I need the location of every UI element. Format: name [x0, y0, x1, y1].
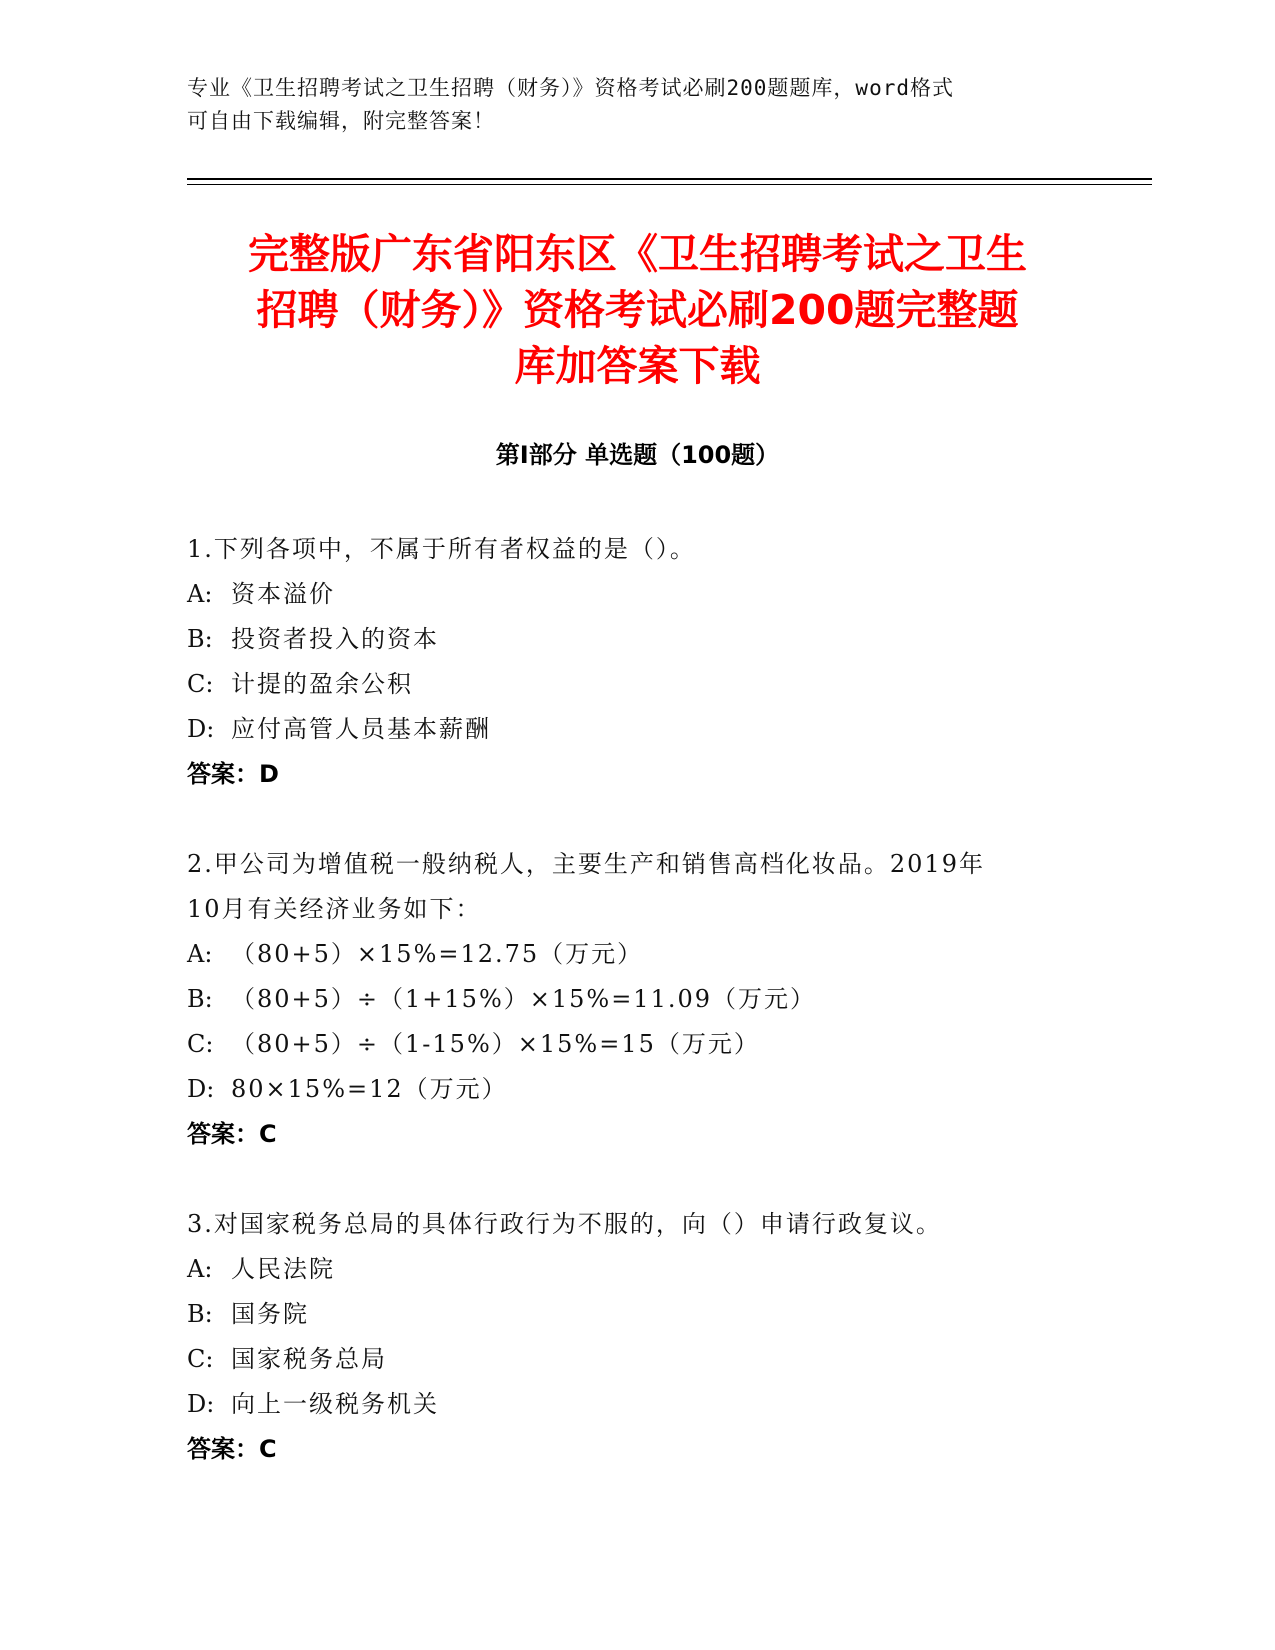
- option-d: [187, 1067, 1087, 1112]
- option-d: [187, 1382, 1087, 1427]
- option-text: （80+5）÷（1+15%）×15%=11.09（万元）: [231, 985, 817, 1013]
- option-letter: C:: [187, 1345, 214, 1373]
- option-b: [187, 617, 1087, 662]
- header-note-line: 可自由下载编辑，附完整答案！: [187, 109, 495, 133]
- option-letter: A:: [187, 1255, 213, 1283]
- option-letter: A:: [187, 940, 213, 968]
- option-b: [187, 1292, 1087, 1337]
- title-line: 招聘（财务）》资格考试必刷200题完整题: [256, 286, 1019, 334]
- option-letter: D:: [187, 1390, 215, 1418]
- section-heading: 第Ⅰ部分 单选题（100题）: [495, 441, 780, 469]
- option-letter: C:: [187, 1030, 214, 1058]
- header-note-line: 专业《卫生招聘考试之卫生招聘（财务）》资格考试必刷200题题库，word格式: [187, 76, 954, 100]
- document-title: [150, 226, 1125, 394]
- option-letter: C:: [187, 670, 214, 698]
- answer-line: 答案：C: [187, 1435, 277, 1463]
- title-line: 完整版广东省阳东区《卫生招聘考试之卫生: [248, 230, 1027, 278]
- question-list: [187, 527, 1087, 1517]
- option-text: （80+5）×15%=12.75（万元）: [231, 940, 644, 968]
- option-b: [187, 977, 1087, 1022]
- header-note: [187, 72, 1067, 138]
- option-d: [187, 707, 1087, 752]
- option-letter: D:: [187, 1075, 215, 1103]
- option-text: 向上一级税务机关: [231, 1390, 439, 1418]
- option-letter: A:: [187, 580, 213, 608]
- option-text: 国家税务总局: [231, 1345, 387, 1373]
- question-stem-continued: 10月有关经济业务如下：: [187, 895, 482, 923]
- option-letter: D:: [187, 715, 215, 743]
- header-divider-thick: [187, 178, 1152, 180]
- question-stem: 1.下列各项中，不属于所有者权益的是（）。: [187, 535, 696, 563]
- question-stem: 3.对国家税务总局的具体行政行为不服的，向（）申请行政复议。: [187, 1210, 942, 1238]
- option-letter: B:: [187, 985, 213, 1013]
- option-text: （80+5）÷（1-15%）×15%=15（万元）: [231, 1030, 760, 1058]
- option-c: [187, 662, 1087, 707]
- option-a: [187, 572, 1087, 617]
- option-text: 应付高管人员基本薪酬: [231, 715, 491, 743]
- title-line: 库加答案下载: [514, 342, 761, 390]
- option-letter: B:: [187, 1300, 213, 1328]
- answer-line: 答案：C: [187, 1120, 277, 1148]
- question-1: [187, 527, 1087, 797]
- option-c: [187, 1337, 1087, 1382]
- option-letter: B:: [187, 625, 213, 653]
- option-text: 国务院: [231, 1300, 309, 1328]
- option-text: 计提的盈余公积: [231, 670, 413, 698]
- option-a: [187, 932, 1087, 977]
- option-text: 80×15%=12（万元）: [231, 1075, 508, 1103]
- answer-line: 答案：D: [187, 760, 279, 788]
- option-text: 人民法院: [231, 1255, 335, 1283]
- question-2: [187, 842, 1087, 1157]
- option-text: 资本溢价: [231, 580, 335, 608]
- option-text: 投资者投入的资本: [231, 625, 439, 653]
- question-stem: 2.甲公司为增值税一般纳税人，主要生产和销售高档化妆品。2019年: [187, 850, 985, 878]
- option-c: [187, 1022, 1087, 1067]
- option-a: [187, 1247, 1087, 1292]
- question-3: [187, 1202, 1087, 1472]
- header-divider-thin: [187, 184, 1152, 185]
